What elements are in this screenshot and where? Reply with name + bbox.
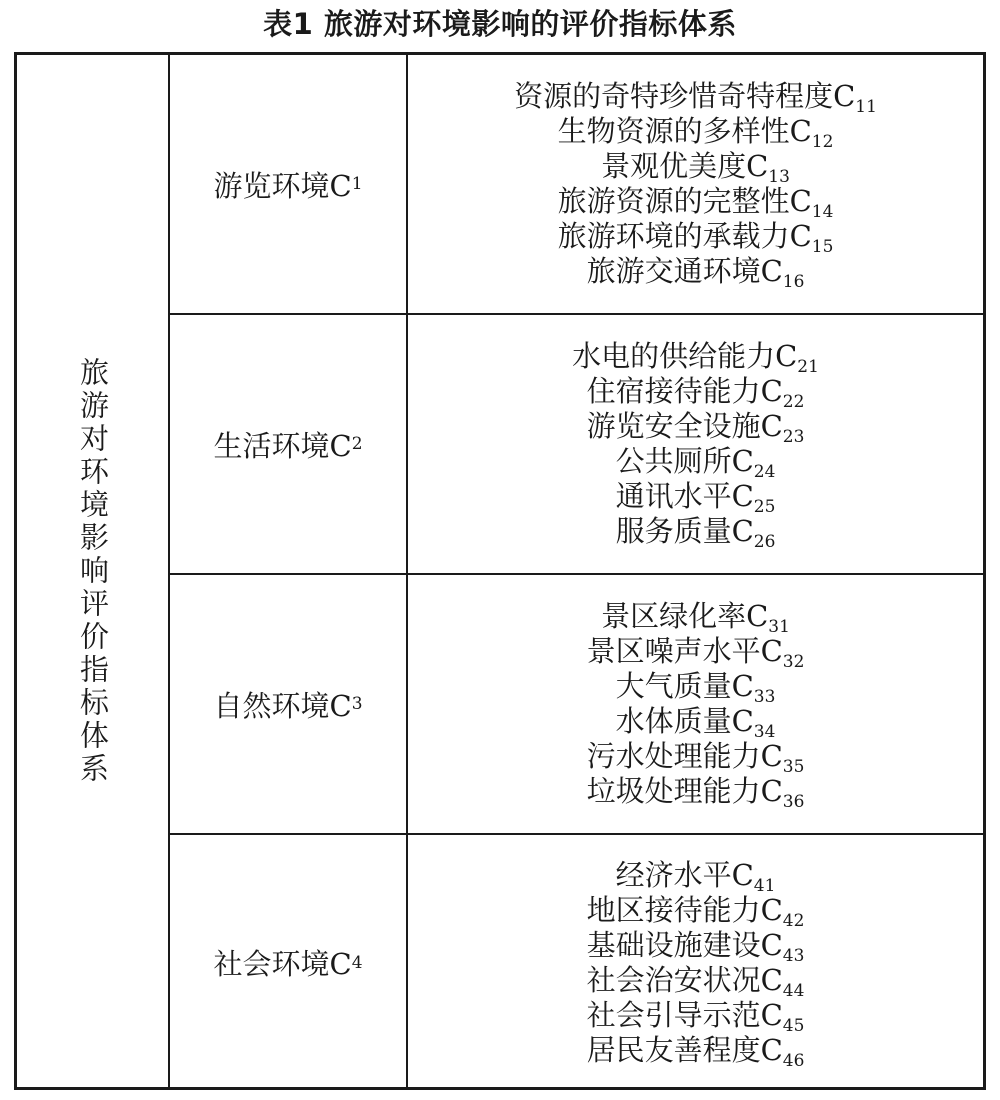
indicator-text: 生物资源的多样性C <box>557 114 812 148</box>
table-title: 表1 旅游对环境影响的评价指标体系 <box>263 7 737 41</box>
indicator-text: 基础设施建设C <box>586 927 783 962</box>
indicator-item <box>586 962 805 1001</box>
indicator-subscript: 41 <box>753 875 776 896</box>
category-name: 生活环境C <box>213 428 352 463</box>
indicator-text: 通讯水平C <box>615 479 754 513</box>
indicator-item <box>586 409 805 447</box>
category-name: 自然环境C <box>213 688 352 723</box>
indicator-item <box>586 1032 805 1071</box>
category-cell: 游览环境C 1 <box>170 55 408 313</box>
indicator-item <box>557 114 834 152</box>
indicator-list <box>408 575 983 833</box>
indicator-subscript: 25 <box>753 497 776 517</box>
indicator-item <box>514 79 877 117</box>
indicator-list <box>408 55 983 313</box>
indicator-subscript: 21 <box>797 357 819 377</box>
indicator-subscript: 45 <box>782 1015 805 1036</box>
indicator-item <box>586 927 805 966</box>
indicator-item <box>586 254 805 292</box>
indicator-item <box>615 669 776 707</box>
indicator-item <box>586 739 805 777</box>
indicator-subscript: 14 <box>811 202 834 222</box>
category-row <box>170 835 983 1090</box>
indicator-item <box>615 479 776 517</box>
indicator-text: 服务质量C <box>615 514 754 548</box>
indicator-subscript: 12 <box>811 132 834 152</box>
category-cell: 自然环境C 3 <box>170 575 408 833</box>
indicator-subscript: 43 <box>782 945 805 966</box>
indicator-table <box>14 52 986 1090</box>
indicator-text: 污水处理能力C <box>586 739 783 773</box>
indicator-subscript: 15 <box>811 237 834 257</box>
indicator-item <box>615 444 776 482</box>
category-name: 社会环境C <box>213 947 352 981</box>
root-label: 旅游对环境影响评价指标体系 <box>76 356 110 786</box>
indicator-text: 水电的供给能力C <box>572 339 798 373</box>
indicator-text: 景区噪声水平C <box>586 634 783 668</box>
indicator-text: 经济水平C <box>615 857 754 892</box>
category-name: 游览环境C <box>213 168 352 203</box>
indicator-item <box>615 514 776 552</box>
root-cell <box>17 55 170 1087</box>
indicator-item <box>601 149 790 187</box>
indicator-text: 公共厕所C <box>615 444 754 478</box>
category-row <box>170 575 983 835</box>
indicator-item <box>615 704 776 742</box>
indicator-text: 大气质量C <box>615 669 754 703</box>
indicator-list <box>408 835 983 1090</box>
category-row <box>170 55 983 315</box>
category-rows <box>170 55 983 1087</box>
indicator-subscript: 31 <box>768 617 790 637</box>
indicator-text: 旅游交通环境C <box>586 254 783 288</box>
indicator-text: 居民友善程度C <box>586 1032 783 1067</box>
indicator-text: 旅游环境的承载力C <box>557 219 812 253</box>
indicator-subscript: 42 <box>782 910 805 931</box>
indicator-subscript: 36 <box>782 792 805 812</box>
indicator-text: 垃圾处理能力C <box>586 774 783 808</box>
indicator-subscript: 26 <box>753 532 776 552</box>
indicator-item <box>586 997 805 1036</box>
indicator-subscript: 23 <box>782 427 805 447</box>
indicator-item <box>615 857 776 896</box>
indicator-list <box>408 315 983 573</box>
indicator-text: 水体质量C <box>615 704 754 738</box>
indicator-item <box>586 774 805 812</box>
indicator-text: 社会引导示范C <box>586 997 783 1032</box>
indicator-subscript: 34 <box>753 722 776 742</box>
indicator-text: 住宿接待能力C <box>586 374 783 408</box>
indicator-item <box>586 892 805 931</box>
indicator-text: 社会治安状况C <box>586 962 783 997</box>
indicator-subscript: 33 <box>753 687 776 707</box>
category-row <box>170 315 983 575</box>
indicator-text: 地区接待能力C <box>586 892 783 927</box>
indicator-subscript: 44 <box>782 980 805 1001</box>
indicator-text: 游览安全设施C <box>586 409 783 443</box>
indicator-text: 景观优美度C <box>601 149 769 183</box>
indicator-subscript: 35 <box>782 757 805 777</box>
indicator-item <box>572 339 819 377</box>
indicator-subscript: 13 <box>768 167 790 187</box>
indicator-text: 景区绿化率C <box>601 599 769 633</box>
indicator-text: 旅游资源的完整性C <box>557 184 812 218</box>
indicator-item <box>586 374 805 412</box>
indicator-subscript: 22 <box>782 392 805 412</box>
indicator-subscript: 32 <box>782 652 805 672</box>
indicator-subscript: 24 <box>753 462 776 482</box>
category-cell: 生活环境C 2 <box>170 315 408 573</box>
indicator-item <box>557 219 834 257</box>
indicator-subscript: 46 <box>782 1050 805 1071</box>
indicator-item <box>586 634 805 672</box>
indicator-subscript: 16 <box>782 272 805 292</box>
indicator-subscript: 11 <box>855 97 877 117</box>
category-cell: 社会环境C 4 <box>170 835 408 1090</box>
indicator-item <box>557 184 834 222</box>
indicator-item <box>601 599 790 637</box>
indicator-text: 资源的奇特珍惜奇特程度C <box>514 79 856 113</box>
